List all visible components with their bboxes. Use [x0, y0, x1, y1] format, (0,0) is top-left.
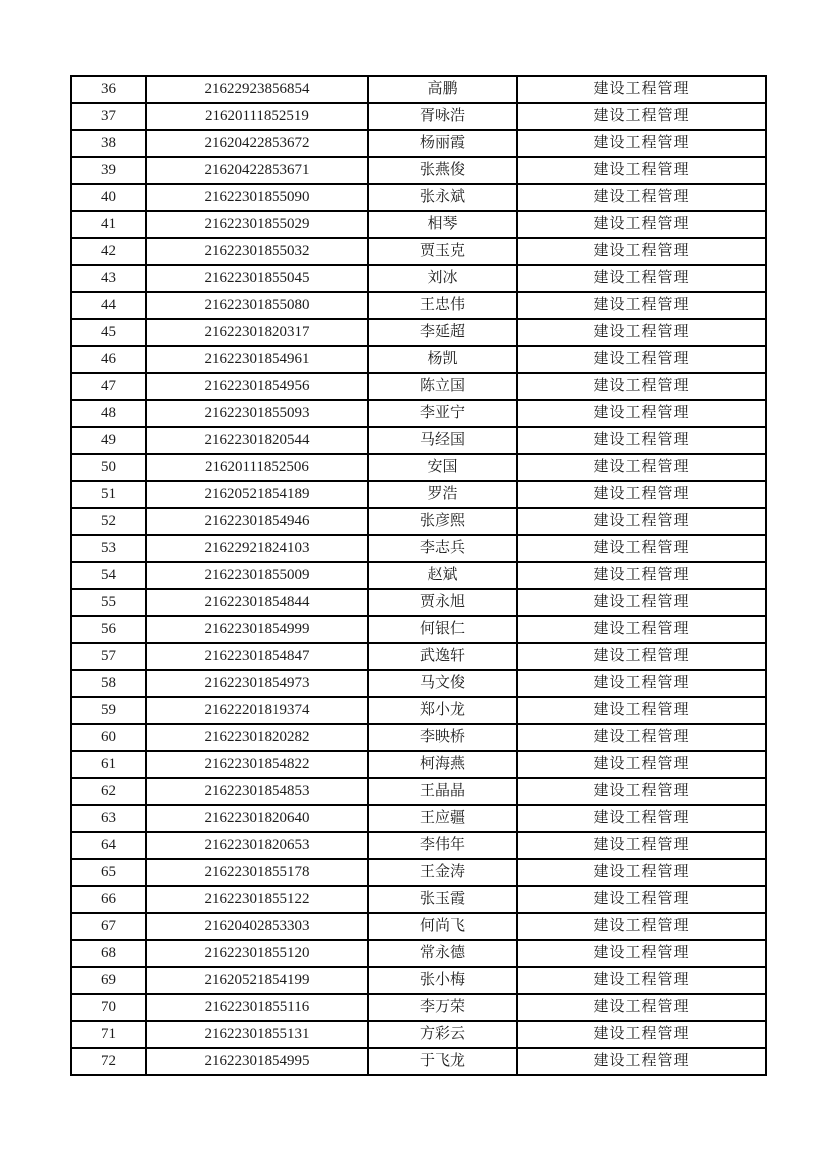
major-cell: 建设工程管理 — [517, 481, 766, 508]
student-id-cell: 21622301855122 — [146, 886, 368, 913]
student-name-cell: 武逸轩 — [368, 643, 517, 670]
table-row — [71, 616, 766, 643]
major-cell: 建设工程管理 — [517, 508, 766, 535]
table-row — [71, 724, 766, 751]
student-name-cell: 陈立国 — [368, 373, 517, 400]
student-name-cell: 相琴 — [368, 211, 517, 238]
major-cell: 建设工程管理 — [517, 616, 766, 643]
row-number-cell: 68 — [71, 940, 146, 967]
major-cell: 建设工程管理 — [517, 832, 766, 859]
student-roster-table — [70, 75, 767, 1076]
student-id-cell: 21622923856854 — [146, 76, 368, 103]
table-row — [71, 427, 766, 454]
major-cell: 建设工程管理 — [517, 373, 766, 400]
table-row — [71, 130, 766, 157]
student-name-cell: 何银仁 — [368, 616, 517, 643]
student-id-cell: 21622301854999 — [146, 616, 368, 643]
student-id-cell: 21622201819374 — [146, 697, 368, 724]
student-name-cell: 郑小龙 — [368, 697, 517, 724]
table-row — [71, 940, 766, 967]
table-row — [71, 400, 766, 427]
student-name-cell: 杨凯 — [368, 346, 517, 373]
student-id-cell: 21622301854956 — [146, 373, 368, 400]
table-row — [71, 211, 766, 238]
row-number-cell: 58 — [71, 670, 146, 697]
student-id-cell: 21622301854822 — [146, 751, 368, 778]
student-name-cell: 张玉霞 — [368, 886, 517, 913]
major-cell: 建设工程管理 — [517, 454, 766, 481]
table-row — [71, 859, 766, 886]
student-id-cell: 21622301820317 — [146, 319, 368, 346]
student-name-cell: 高鹏 — [368, 76, 517, 103]
row-number-cell: 65 — [71, 859, 146, 886]
row-number-cell: 71 — [71, 1021, 146, 1048]
student-id-cell: 21622301855032 — [146, 238, 368, 265]
student-id-cell: 21622301854995 — [146, 1048, 368, 1075]
table-row — [71, 751, 766, 778]
student-id-cell: 21622301820640 — [146, 805, 368, 832]
student-id-cell: 21622301854844 — [146, 589, 368, 616]
table-body — [71, 76, 766, 1075]
student-id-cell: 21622301855131 — [146, 1021, 368, 1048]
table-row — [71, 481, 766, 508]
major-cell: 建设工程管理 — [517, 130, 766, 157]
row-number-cell: 48 — [71, 400, 146, 427]
student-name-cell: 李亚宁 — [368, 400, 517, 427]
row-number-cell: 57 — [71, 643, 146, 670]
row-number-cell: 49 — [71, 427, 146, 454]
row-number-cell: 70 — [71, 994, 146, 1021]
major-cell: 建设工程管理 — [517, 913, 766, 940]
student-name-cell: 何尚飞 — [368, 913, 517, 940]
major-cell: 建设工程管理 — [517, 805, 766, 832]
row-number-cell: 50 — [71, 454, 146, 481]
major-cell: 建设工程管理 — [517, 238, 766, 265]
row-number-cell: 53 — [71, 535, 146, 562]
row-number-cell: 64 — [71, 832, 146, 859]
table-row — [71, 670, 766, 697]
major-cell: 建设工程管理 — [517, 562, 766, 589]
student-name-cell: 方彩云 — [368, 1021, 517, 1048]
student-name-cell: 刘冰 — [368, 265, 517, 292]
major-cell: 建设工程管理 — [517, 400, 766, 427]
student-id-cell: 21622921824103 — [146, 535, 368, 562]
student-id-cell: 21620422853672 — [146, 130, 368, 157]
row-number-cell: 69 — [71, 967, 146, 994]
student-id-cell: 21622301820653 — [146, 832, 368, 859]
major-cell: 建设工程管理 — [517, 967, 766, 994]
student-name-cell: 李映桥 — [368, 724, 517, 751]
table-row — [71, 76, 766, 103]
major-cell: 建设工程管理 — [517, 697, 766, 724]
student-name-cell: 贾玉克 — [368, 238, 517, 265]
row-number-cell: 40 — [71, 184, 146, 211]
table-row — [71, 778, 766, 805]
row-number-cell: 55 — [71, 589, 146, 616]
student-name-cell: 张永斌 — [368, 184, 517, 211]
table-row — [71, 184, 766, 211]
major-cell: 建设工程管理 — [517, 292, 766, 319]
major-cell: 建设工程管理 — [517, 1048, 766, 1075]
row-number-cell: 39 — [71, 157, 146, 184]
student-id-cell: 21622301820282 — [146, 724, 368, 751]
row-number-cell: 41 — [71, 211, 146, 238]
student-name-cell: 马经国 — [368, 427, 517, 454]
student-name-cell: 于飞龙 — [368, 1048, 517, 1075]
student-id-cell: 21620111852506 — [146, 454, 368, 481]
major-cell: 建设工程管理 — [517, 670, 766, 697]
row-number-cell: 37 — [71, 103, 146, 130]
table-row — [71, 913, 766, 940]
table-row — [71, 265, 766, 292]
student-id-cell: 21622301855120 — [146, 940, 368, 967]
table-row — [71, 535, 766, 562]
student-id-cell: 21622301855093 — [146, 400, 368, 427]
row-number-cell: 60 — [71, 724, 146, 751]
student-id-cell: 21622301854847 — [146, 643, 368, 670]
student-name-cell: 赵斌 — [368, 562, 517, 589]
major-cell: 建设工程管理 — [517, 589, 766, 616]
row-number-cell: 51 — [71, 481, 146, 508]
major-cell: 建设工程管理 — [517, 157, 766, 184]
major-cell: 建设工程管理 — [517, 751, 766, 778]
major-cell: 建设工程管理 — [517, 265, 766, 292]
major-cell: 建设工程管理 — [517, 940, 766, 967]
row-number-cell: 72 — [71, 1048, 146, 1075]
major-cell: 建设工程管理 — [517, 778, 766, 805]
student-name-cell: 王金涛 — [368, 859, 517, 886]
row-number-cell: 45 — [71, 319, 146, 346]
table-row — [71, 319, 766, 346]
row-number-cell: 62 — [71, 778, 146, 805]
row-number-cell: 63 — [71, 805, 146, 832]
major-cell: 建设工程管理 — [517, 643, 766, 670]
student-id-cell: 21622301855029 — [146, 211, 368, 238]
table-row — [71, 373, 766, 400]
row-number-cell: 38 — [71, 130, 146, 157]
table-row — [71, 454, 766, 481]
student-id-cell: 21622301854946 — [146, 508, 368, 535]
student-id-cell: 21622301855080 — [146, 292, 368, 319]
row-number-cell: 42 — [71, 238, 146, 265]
student-id-cell: 21622301820544 — [146, 427, 368, 454]
table-row — [71, 886, 766, 913]
student-id-cell: 21622301854853 — [146, 778, 368, 805]
row-number-cell: 52 — [71, 508, 146, 535]
table-row — [71, 805, 766, 832]
student-name-cell: 杨丽霞 — [368, 130, 517, 157]
student-id-cell: 21622301855009 — [146, 562, 368, 589]
row-number-cell: 56 — [71, 616, 146, 643]
student-name-cell: 张小梅 — [368, 967, 517, 994]
major-cell: 建设工程管理 — [517, 346, 766, 373]
student-name-cell: 安国 — [368, 454, 517, 481]
major-cell: 建设工程管理 — [517, 859, 766, 886]
table-row — [71, 238, 766, 265]
student-id-cell: 21620521854189 — [146, 481, 368, 508]
row-number-cell: 66 — [71, 886, 146, 913]
student-name-cell: 常永德 — [368, 940, 517, 967]
student-name-cell: 柯海燕 — [368, 751, 517, 778]
student-name-cell: 马文俊 — [368, 670, 517, 697]
major-cell: 建设工程管理 — [517, 103, 766, 130]
major-cell: 建设工程管理 — [517, 886, 766, 913]
student-name-cell: 李伟年 — [368, 832, 517, 859]
table-row — [71, 643, 766, 670]
table-row — [71, 103, 766, 130]
row-number-cell: 61 — [71, 751, 146, 778]
student-name-cell: 罗浩 — [368, 481, 517, 508]
major-cell: 建设工程管理 — [517, 1021, 766, 1048]
student-name-cell: 张彦熙 — [368, 508, 517, 535]
major-cell: 建设工程管理 — [517, 76, 766, 103]
student-id-cell: 21620402853303 — [146, 913, 368, 940]
table-row — [71, 1048, 766, 1075]
major-cell: 建设工程管理 — [517, 319, 766, 346]
table-row — [71, 292, 766, 319]
student-name-cell: 李延超 — [368, 319, 517, 346]
table-row — [71, 508, 766, 535]
student-name-cell: 王忠伟 — [368, 292, 517, 319]
row-number-cell: 47 — [71, 373, 146, 400]
major-cell: 建设工程管理 — [517, 427, 766, 454]
major-cell: 建设工程管理 — [517, 211, 766, 238]
student-name-cell: 李万荣 — [368, 994, 517, 1021]
table-row — [71, 346, 766, 373]
table-row — [71, 562, 766, 589]
row-number-cell: 44 — [71, 292, 146, 319]
student-id-cell: 21620111852519 — [146, 103, 368, 130]
student-name-cell: 王晶晶 — [368, 778, 517, 805]
student-id-cell: 21622301855178 — [146, 859, 368, 886]
student-id-cell: 21622301854973 — [146, 670, 368, 697]
table-row — [71, 589, 766, 616]
table-row — [71, 157, 766, 184]
row-number-cell: 59 — [71, 697, 146, 724]
table-row — [71, 994, 766, 1021]
student-id-cell: 21622301855045 — [146, 265, 368, 292]
row-number-cell: 36 — [71, 76, 146, 103]
student-name-cell: 贾永旭 — [368, 589, 517, 616]
major-cell: 建设工程管理 — [517, 994, 766, 1021]
row-number-cell: 43 — [71, 265, 146, 292]
student-id-cell: 21622301854961 — [146, 346, 368, 373]
student-id-cell: 21622301855090 — [146, 184, 368, 211]
major-cell: 建设工程管理 — [517, 724, 766, 751]
table-row — [71, 832, 766, 859]
student-id-cell: 21620422853671 — [146, 157, 368, 184]
student-id-cell: 21622301855116 — [146, 994, 368, 1021]
row-number-cell: 54 — [71, 562, 146, 589]
student-name-cell: 李志兵 — [368, 535, 517, 562]
row-number-cell: 46 — [71, 346, 146, 373]
row-number-cell: 67 — [71, 913, 146, 940]
major-cell: 建设工程管理 — [517, 535, 766, 562]
table-row — [71, 967, 766, 994]
student-id-cell: 21620521854199 — [146, 967, 368, 994]
student-name-cell: 王应疆 — [368, 805, 517, 832]
table-row — [71, 697, 766, 724]
major-cell: 建设工程管理 — [517, 184, 766, 211]
student-name-cell: 胥咏浩 — [368, 103, 517, 130]
table-row — [71, 1021, 766, 1048]
student-name-cell: 张燕俊 — [368, 157, 517, 184]
